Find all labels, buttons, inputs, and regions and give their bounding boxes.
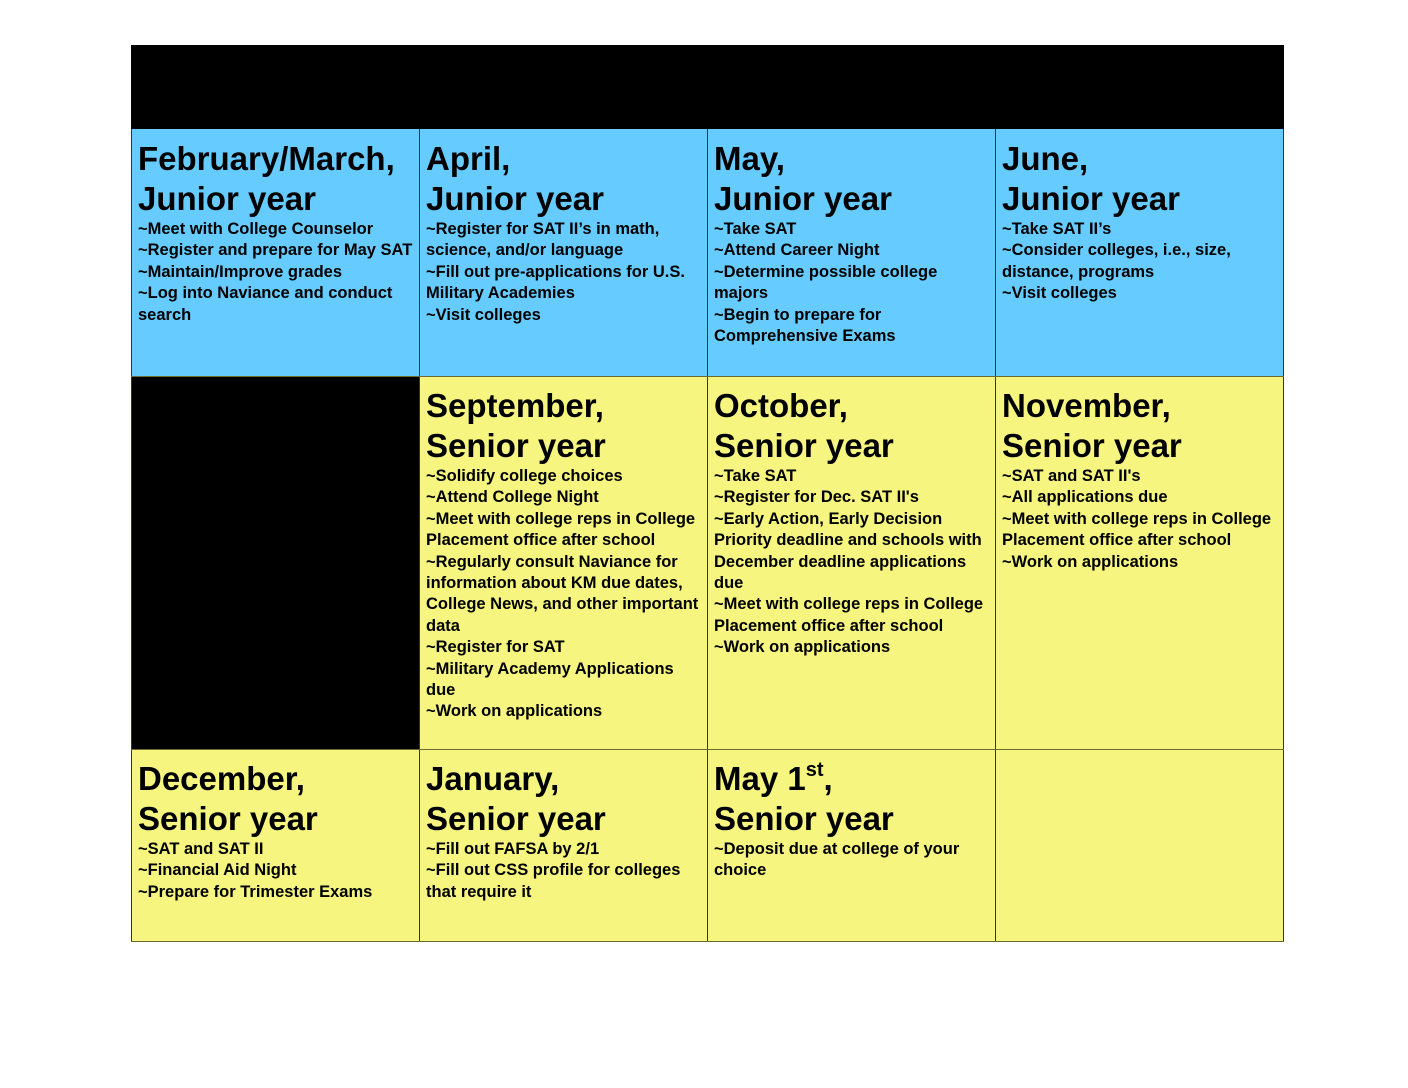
task-item: ~Register and prepare for May SAT xyxy=(138,241,413,260)
task-item: ~Take SAT xyxy=(714,467,797,485)
task-list xyxy=(426,839,701,903)
task-item: ~Meet with College Counselor xyxy=(138,220,374,238)
task-item: ~Register for SAT xyxy=(426,638,565,657)
cell-october-senior xyxy=(707,376,995,749)
cell-month: May, xyxy=(714,140,785,177)
task-item: ~Register for SAT II’s in math, science, and/or language xyxy=(426,220,660,260)
task-list xyxy=(1002,466,1278,573)
task-item: ~Financial Aid Night xyxy=(138,861,297,880)
task-item: ~Log into Naviance and conduct search xyxy=(138,284,393,324)
task-item: ~Early Action, Early Decision Priority deadline and schools with December deadline applications due xyxy=(714,509,982,593)
task-item: ~SAT and SAT II's xyxy=(1002,467,1141,485)
grid-line-vertical xyxy=(707,129,708,942)
task-item: ~Visit colleges xyxy=(426,305,541,324)
task-item: ~Regularly consult Naviance for information about KM due dates, College News, and other important data xyxy=(426,552,699,635)
cell-month: October, xyxy=(714,387,848,424)
task-item: ~Begin to prepare for Comprehensive Exams xyxy=(714,305,896,346)
cell-year: Senior year xyxy=(714,427,894,464)
grid-line-vertical xyxy=(995,129,996,942)
task-item: ~Attend Career Night xyxy=(714,241,880,260)
cell-heading xyxy=(426,759,701,839)
college-planning-calendar xyxy=(131,45,1284,942)
cell-june-junior xyxy=(995,129,1284,376)
cell-month: May 1 xyxy=(714,760,806,797)
task-item: ~Work on applications xyxy=(1002,552,1179,571)
cell-month: April, xyxy=(426,140,511,177)
cell-year: Junior year xyxy=(138,180,316,217)
task-list xyxy=(138,839,413,903)
grid-line-vertical xyxy=(131,129,132,942)
cell-december-senior xyxy=(131,749,419,942)
task-item: ~Military Academy Applications due xyxy=(426,659,674,700)
task-item: ~Fill out CSS profile for colleges that require it xyxy=(426,861,681,901)
task-list xyxy=(714,839,989,882)
cell-month: December, xyxy=(138,760,305,797)
cell-empty xyxy=(995,749,1284,942)
grid-line-horizontal xyxy=(131,376,1284,377)
task-item: ~Maintain/Improve grades xyxy=(138,262,343,281)
task-list xyxy=(714,219,989,347)
task-list xyxy=(426,219,701,326)
task-item: ~Work on applications xyxy=(714,638,891,657)
cell-year: Senior year xyxy=(1002,427,1182,464)
cell-heading xyxy=(1002,386,1278,466)
grid-line-vertical xyxy=(419,129,420,942)
task-item: ~Solidify college choices xyxy=(426,467,623,485)
task-item: ~Visit colleges xyxy=(1002,284,1117,303)
task-item: ~Take SAT II’s xyxy=(1002,220,1112,238)
cell-month: September, xyxy=(426,387,604,424)
task-item: ~SAT and SAT II xyxy=(138,840,264,858)
grid-line-vertical xyxy=(1283,129,1284,942)
cell-heading xyxy=(426,386,701,466)
task-item: ~Attend College Night xyxy=(426,488,599,507)
task-item: ~Consider colleges, i.e., size, distance, programs xyxy=(1002,241,1231,281)
cell-year: Junior year xyxy=(426,180,604,217)
cell-month: February/March, xyxy=(138,140,395,177)
cell-month: June, xyxy=(1002,140,1089,177)
cell-heading xyxy=(1002,139,1278,219)
grid-line-horizontal xyxy=(131,749,1284,750)
task-item: ~Prepare for Trimester Exams xyxy=(138,882,373,901)
task-item: ~Fill out pre-applications for U.S. Military Academies xyxy=(426,262,685,303)
cell-heading xyxy=(714,139,989,219)
cell-heading xyxy=(426,139,701,219)
cell-may-junior xyxy=(707,129,995,376)
cell-year: Senior year xyxy=(138,800,318,837)
task-list xyxy=(1002,219,1278,305)
cell-year: Senior year xyxy=(426,800,606,837)
task-item: ~Deposit due at college of your choice xyxy=(714,840,960,880)
cell-heading xyxy=(714,759,989,839)
cell-january-senior xyxy=(419,749,707,942)
task-item: ~Take SAT xyxy=(714,220,797,238)
cell-may-first-senior xyxy=(707,749,995,942)
cell-november-senior xyxy=(995,376,1284,749)
cell-september-senior xyxy=(419,376,707,749)
cell-month-line xyxy=(714,759,989,799)
cell-year: Junior year xyxy=(1002,180,1180,217)
cell-feb-mar-junior xyxy=(131,129,419,376)
task-item: ~Register for Dec. SAT II's xyxy=(714,488,919,507)
task-list xyxy=(426,466,701,723)
task-item: ~Work on applications xyxy=(426,702,603,721)
grid-line-horizontal xyxy=(131,941,1284,942)
task-item: ~Determine possible college majors xyxy=(714,262,938,303)
cell-heading xyxy=(138,139,413,219)
task-item: ~Meet with college reps in College Placement office after school xyxy=(1002,509,1272,550)
task-item: ~All applications due xyxy=(1002,488,1168,507)
task-item: ~Meet with college reps in College Placement office after school xyxy=(714,595,984,635)
cell-heading xyxy=(138,759,413,839)
cell-month: January, xyxy=(426,760,560,797)
cell-month: November, xyxy=(1002,387,1171,424)
cell-month-suffix: , xyxy=(823,760,833,797)
task-list xyxy=(138,219,413,326)
cell-month-superscript: st xyxy=(805,759,824,781)
task-list xyxy=(714,466,989,659)
task-item: ~Fill out FAFSA by 2/1 xyxy=(426,840,600,858)
cell-heading xyxy=(714,386,989,466)
cell-year: Senior year xyxy=(426,427,606,464)
cell-year: Junior year xyxy=(714,180,892,217)
task-item: ~Meet with college reps in College Placement office after school xyxy=(426,509,696,550)
cell-year: Senior year xyxy=(714,800,894,837)
cell-blank-black xyxy=(131,376,419,749)
calendar-header-band xyxy=(131,45,1284,129)
cell-april-junior xyxy=(419,129,707,376)
